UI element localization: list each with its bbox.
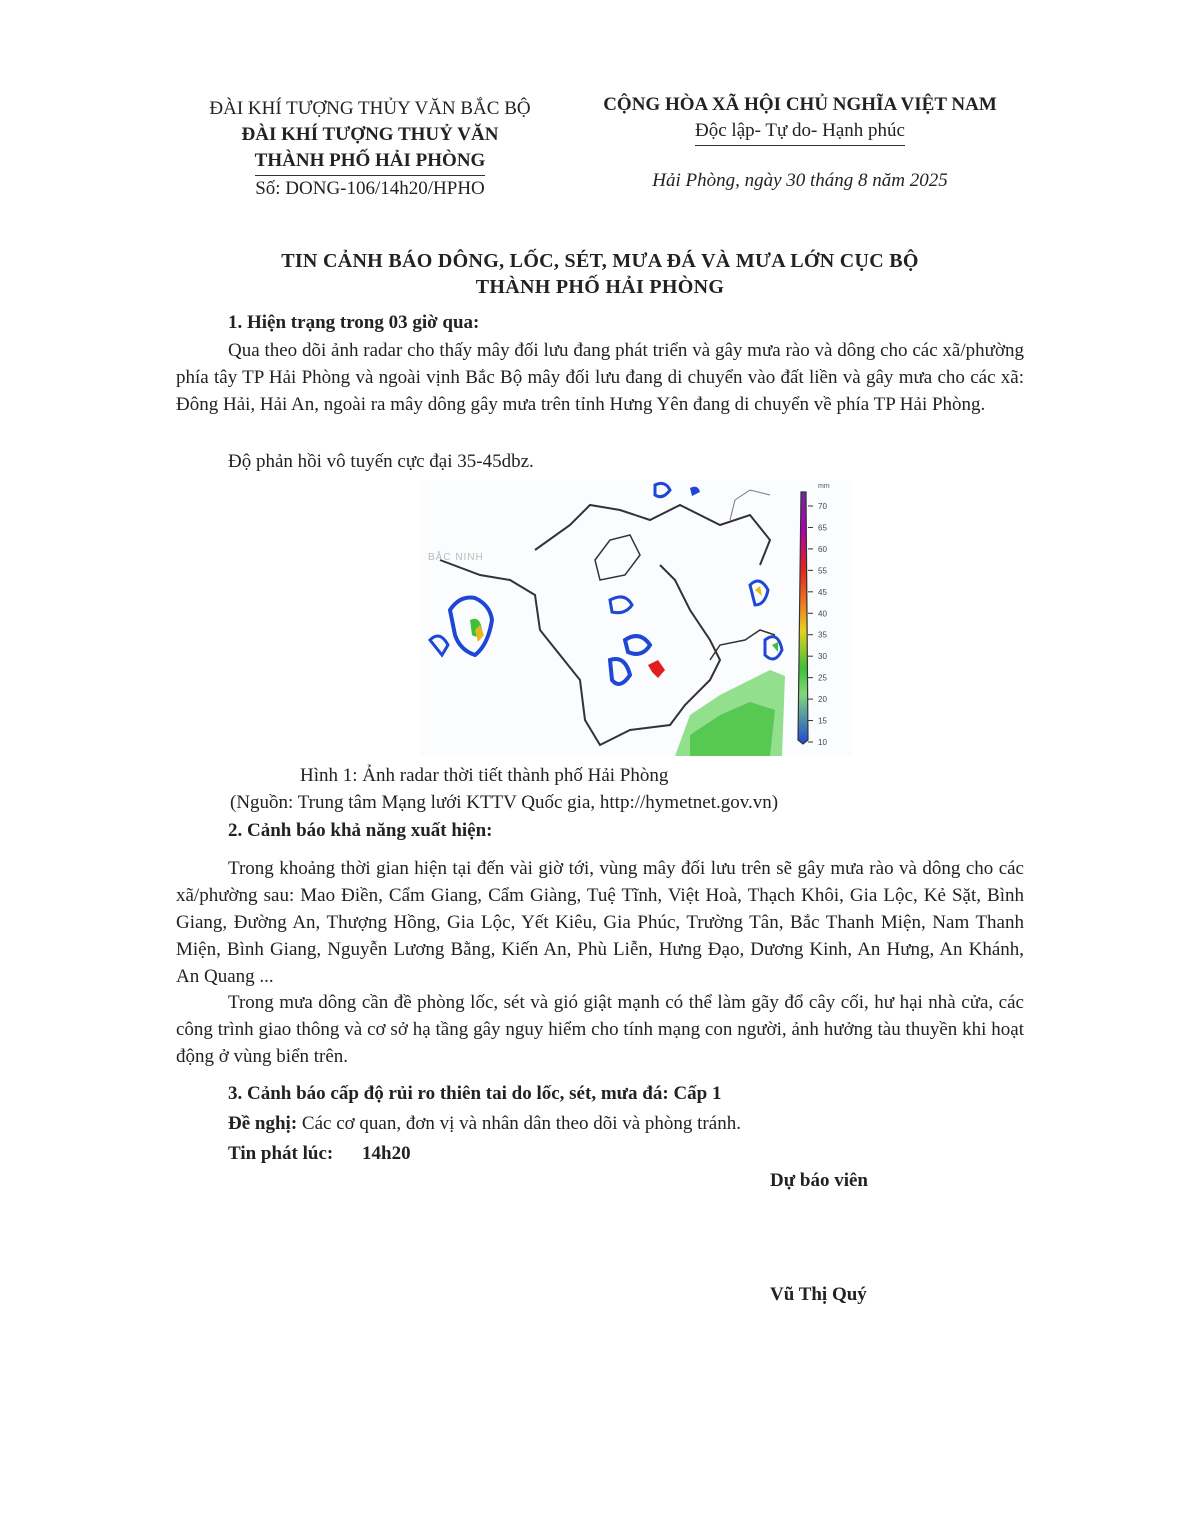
doc-number: Số: DONG-106/14h20/HPHO	[255, 178, 485, 199]
figure-source: (Nguồn: Trung tâm Mạng lưới KTTV Quốc gia, http://hymetnet.gov.vn)	[230, 792, 779, 813]
document-title	[150, 248, 1050, 300]
issued-label: Tin phát lúc:	[228, 1143, 334, 1164]
reflectivity-text: Độ phản hồi vô tuyến cực đại 35-45dbz.	[228, 451, 534, 472]
issued-time: 14h20	[362, 1143, 411, 1164]
scale-tick-label: 20	[818, 695, 827, 705]
national-motto: Độc lập- Tự do- Hạnh phúc	[695, 118, 905, 146]
section2-paragraph1: Trong khoảng thời gian hiện tại đến vài giờ tới, vùng mây đối lưu trên sẽ gây mưa rào và dông cho các xã/phường sau: Mao Điền, Cẩm Giang, Cẩm Giàng, Tuệ Tĩnh, Việt Hoà, Thạch Khôi, Gia Lộc, Kẻ Sặt, Bình Giang, Đường An, Thượng Hồng, Gia Lộc, Yết Kiêu, Gia Phúc, Trường Tân, Bắc Thanh Miện, Nam Thanh Miện, Bình Giang, Nguyễn Lương Bằng, Kiến An, Phù Liễn, Hưng Đạo, Dương Kinh, An Hưng, An Khánh, An Quang ...	[176, 858, 1024, 987]
scale-tick-label: 15	[818, 716, 827, 726]
section1-heading: 1. Hiện trạng trong 03 giờ qua:	[228, 312, 480, 333]
recommend-label: Đề nghị:	[228, 1113, 298, 1134]
scale-tick-label: 35	[818, 630, 827, 640]
agency-name: ĐÀI KHÍ TƯỢNG THUỶ VĂN	[241, 124, 499, 145]
map-label-bac-ninh: BẮC NINH	[428, 552, 484, 563]
scale-tick-label: 25	[818, 673, 827, 683]
signature-name: Vũ Thị Quý	[770, 1284, 867, 1305]
section2-paragraph2: Trong mưa dông cần đề phòng lốc, sét và gió giật mạnh có thể làm gãy đổ cây cối, hư hại nhà cửa, các công trình giao thông và cơ sở hạ tầng gây nguy hiểm cho tính mạng con người, ảnh hưởng tàu thuyền khi hoạt động ở vùng biển trên.	[176, 992, 1024, 1067]
title-line-2: THÀNH PHỐ HẢI PHÒNG	[475, 276, 725, 298]
header-right	[580, 92, 1020, 194]
recommend-text: Các cơ quan, đơn vị và nhân dân theo dõi và phòng tránh.	[297, 1113, 741, 1134]
scale-tick-label: 30	[818, 652, 827, 662]
scale-tick-label: 55	[818, 566, 827, 576]
section2-heading: 2. Cảnh báo khả năng xuất hiện:	[228, 820, 493, 841]
recommendation	[228, 1110, 741, 1137]
scale-tick-label: 10	[818, 738, 827, 747]
date-line: Hải Phòng, ngày 30 tháng 8 năm 2025	[652, 170, 948, 191]
signature-role: Dự báo viên	[770, 1170, 868, 1191]
scale-tick-label: 40	[818, 609, 827, 619]
title-line-1: TIN CẢNH BÁO DÔNG, LỐC, SÉT, MƯA ĐÁ VÀ MƯA LỚN CỤC BỘ	[281, 250, 919, 272]
agency-parent: ĐÀI KHÍ TƯỢNG THỦY VĂN BẮC BỘ	[209, 98, 531, 119]
section3-heading: 3. Cảnh báo cấp độ rủi ro thiên tai do lốc, sét, mưa đá: Cấp 1	[228, 1083, 722, 1104]
agency-city: THÀNH PHỐ HẢI PHÒNG	[255, 148, 486, 176]
scale-tick-label: 45	[818, 587, 827, 597]
scale-tick-label: 65	[818, 523, 827, 533]
header-left	[190, 96, 550, 202]
figure-caption: Hình 1: Ảnh radar thời tiết thành phố Hải Phòng	[300, 765, 669, 786]
scale-tick-label: 70	[818, 502, 827, 511]
radar-image	[420, 480, 852, 756]
issued-line	[228, 1140, 411, 1167]
national-title: CỘNG HÒA XÃ HỘI CHỦ NGHĨA VIỆT NAM	[603, 94, 997, 115]
scale-unit: mm	[818, 483, 830, 490]
section1-paragraph: Qua theo dõi ảnh radar cho thấy mây đối lưu đang phát triển và gây mưa rào và dông cho các xã/phường phía tây TP Hải Phòng và ngoài vịnh Bắc Bộ mây đối lưu đang di chuyển vào đất liền và gây mưa cho các xã: Đông Hải, Hải An, ngoài ra mây dông gây mưa trên tỉnh Hưng Yên đang di chuyển về phía TP Hải Phòng.	[176, 340, 1024, 415]
scale-tick-label: 60	[818, 544, 827, 554]
